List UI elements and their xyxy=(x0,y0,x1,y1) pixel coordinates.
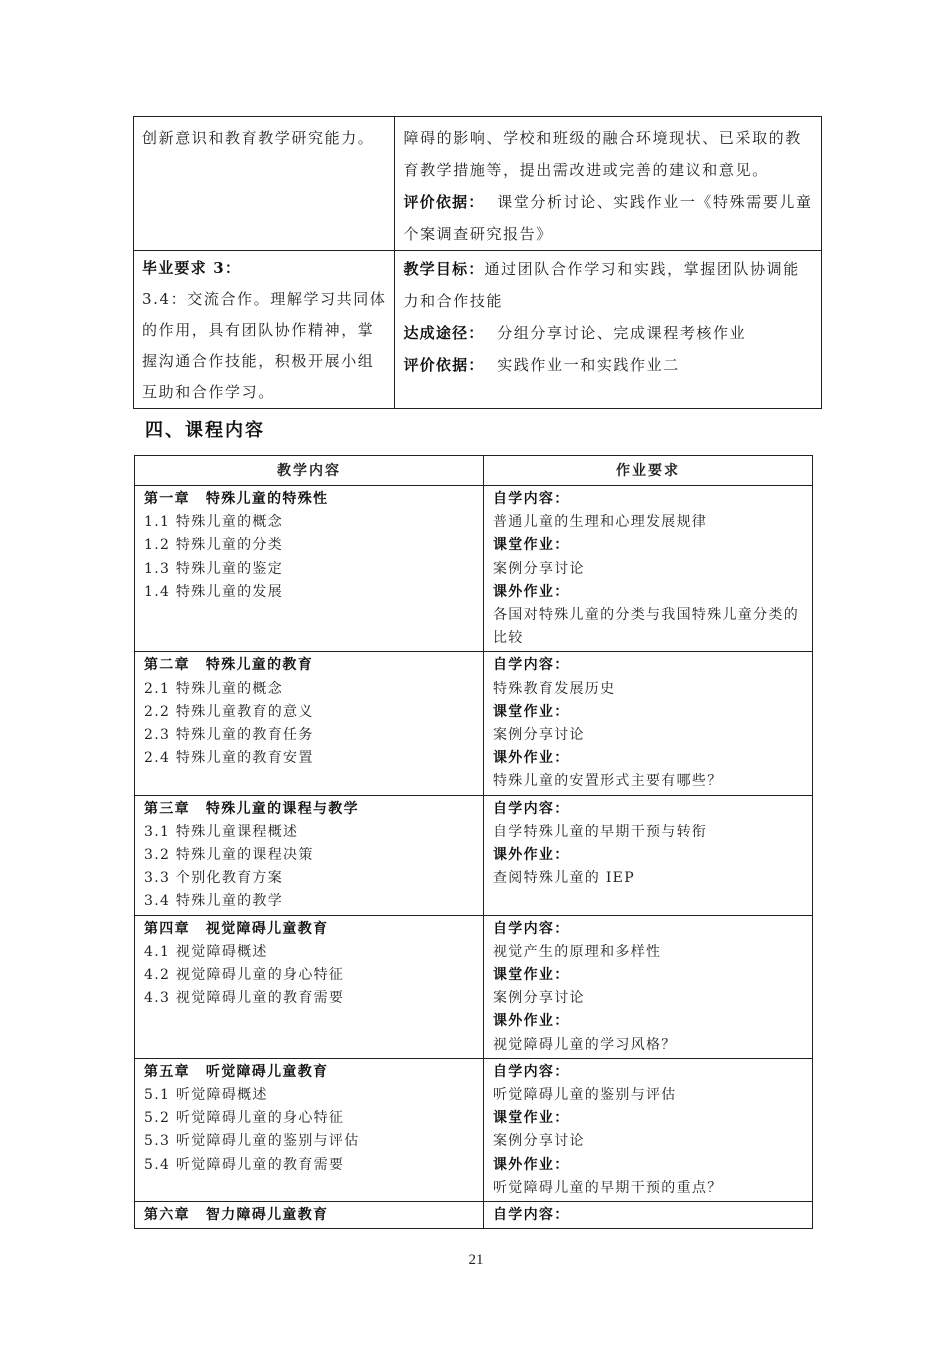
assignment-category: 课外作业： xyxy=(493,847,570,864)
chapter-row xyxy=(135,915,813,1058)
chapter-row xyxy=(135,1058,813,1201)
header-assignment-requirements: 作业要求 xyxy=(484,456,813,486)
chapter-heading xyxy=(144,1061,474,1084)
chapter-row xyxy=(135,652,813,795)
assignment-category: 课堂作业： xyxy=(493,1110,570,1127)
assignment-text: 听觉障碍儿童的早期干预的重点？ xyxy=(493,1179,723,1196)
chapter-title: 特殊儿童的课程与教学 xyxy=(205,800,359,817)
assignment-text: 案例分享讨论 xyxy=(493,560,585,577)
requirement-title xyxy=(142,253,386,284)
page-number: 21 xyxy=(468,1252,484,1268)
section-item: 2.3 特殊儿童的教育任务 xyxy=(144,727,314,744)
section-item: 2.2 特殊儿童教育的意义 xyxy=(144,703,314,720)
chapter-number: 第二章 xyxy=(144,657,190,674)
assignment-category: 自学内容： xyxy=(493,1063,570,1080)
goal-text-cont: 力和合作技能 xyxy=(403,292,504,310)
header-row xyxy=(135,456,813,486)
assignment-cell xyxy=(484,652,813,795)
assignment-cell xyxy=(484,1058,813,1201)
requirement-text-line: 握沟通合作技能，积极开展小组 xyxy=(142,352,375,370)
assignment-category: 自学内容： xyxy=(493,920,570,937)
assignment-category: 课堂作业： xyxy=(493,703,570,720)
chapter-heading xyxy=(144,918,474,941)
chapter-content-cell xyxy=(135,795,484,915)
assignment-text: 视觉障碍儿童的学习风格？ xyxy=(493,1036,677,1053)
section-item: 1.1 特殊儿童的概念 xyxy=(144,514,284,531)
path-text: 分组分享讨论、完成课程考核作业 xyxy=(497,324,747,342)
requirement-text-line: 3.4：交流合作。理解学习共同体 xyxy=(142,290,387,308)
chapter-content-cell xyxy=(135,652,484,795)
section-item: 3.3 个别化教育方案 xyxy=(144,870,284,887)
requirements-table xyxy=(133,116,822,409)
requirement-text-line: 的作用，具有团队协作精神，掌 xyxy=(142,321,375,339)
chapter-number: 第六章 xyxy=(144,1207,190,1224)
assignment-cell xyxy=(484,915,813,1058)
assignment-category: 自学内容： xyxy=(493,1207,570,1224)
assignment-text: 查阅特殊儿童的 IEP xyxy=(493,870,635,887)
requirement-text: 创新意识和教育教学研究能力。 xyxy=(142,129,375,147)
assignment-text: 各国对特殊儿童的分类与我国特殊儿童分类的比较 xyxy=(493,607,799,647)
section-item: 1.2 特殊儿童的分类 xyxy=(144,537,284,554)
chapter-title: 特殊儿童的特殊性 xyxy=(205,491,329,507)
path-label: 达成途径： xyxy=(403,324,485,342)
chapter-heading xyxy=(144,798,474,821)
section-item: 5.1 听觉障碍概述 xyxy=(144,1087,268,1104)
section-item: 4.3 视觉障碍儿童的教育需要 xyxy=(144,990,345,1007)
assignment-cell xyxy=(484,795,813,915)
section-item: 3.1 特殊儿童课程概述 xyxy=(144,823,299,840)
section-item: 1.4 特殊儿童的发展 xyxy=(144,583,284,600)
chapter-title: 听觉障碍儿童教育 xyxy=(205,1063,329,1080)
section-item: 4.2 视觉障碍儿童的身心特征 xyxy=(144,967,345,984)
assignment-text: 特殊儿童的安置形式主要有哪些？ xyxy=(493,773,723,790)
chapter-title: 视觉障碍儿童教育 xyxy=(205,920,329,937)
section-item: 3.4 特殊儿童的教学 xyxy=(144,893,284,910)
evaluation-label: 评价依据： xyxy=(403,193,485,211)
assignment-category: 课堂作业： xyxy=(493,967,570,984)
chapter-heading xyxy=(144,1204,474,1227)
assignment-text: 案例分享讨论 xyxy=(493,727,585,744)
requirements-row xyxy=(134,117,822,251)
goal-text: 通过团队合作学习和实践，掌握团队协调能 xyxy=(484,260,800,278)
assignment-text: 视觉产生的原理和多样性 xyxy=(493,943,662,960)
assignment-text: 自学特殊儿童的早期干预与转衔 xyxy=(493,823,708,840)
requirement-text-line: 互助和合作学习。 xyxy=(142,383,275,401)
section-item: 4.1 视觉障碍概述 xyxy=(144,943,268,960)
assignment-text: 普通儿童的生理和心理发展规律 xyxy=(493,514,708,531)
evaluation-text: 实践作业一和实践作业二 xyxy=(497,356,680,374)
chapter-number: 第一章 xyxy=(144,491,190,507)
assignment-category: 课外作业： xyxy=(493,750,570,767)
course-content-table xyxy=(134,455,813,1229)
objective-cell xyxy=(395,251,821,409)
requirement-title-text: 毕业要求 3： xyxy=(142,259,242,277)
chapter-number: 第四章 xyxy=(144,920,190,937)
section-item: 2.4 特殊儿童的教育安置 xyxy=(144,750,314,767)
requirement-cell xyxy=(134,117,395,251)
chapter-row xyxy=(135,486,813,652)
section-heading: 四、课程内容 xyxy=(145,420,265,441)
section-item: 2.1 特殊儿童的概念 xyxy=(144,680,284,697)
assignment-category: 自学内容： xyxy=(493,491,570,507)
goal-line xyxy=(403,253,812,285)
requirement-cell xyxy=(134,251,395,409)
chapter-content-cell xyxy=(135,486,484,652)
assignment-category: 课外作业： xyxy=(493,583,570,600)
section-item: 5.4 听觉障碍儿童的教育需要 xyxy=(144,1156,345,1173)
chapter-row xyxy=(135,795,813,915)
evaluation-text-cont: 个案调查研究报告》 xyxy=(403,225,553,243)
chapter-number: 第三章 xyxy=(144,800,190,817)
chapter-heading xyxy=(144,488,474,511)
chapter-content-cell xyxy=(135,915,484,1058)
chapter-title: 特殊儿童的教育 xyxy=(205,657,314,674)
objective-text-line: 障碍的影响、学校和班级的融合环境现状、已采取的教 xyxy=(403,129,802,147)
assignment-text: 特殊教育发展历史 xyxy=(493,680,616,697)
assignment-text: 案例分享讨论 xyxy=(493,1133,585,1150)
objective-cell xyxy=(395,117,821,251)
chapter-content-cell xyxy=(135,1202,484,1229)
assignment-cell xyxy=(484,486,813,652)
assignment-category: 课堂作业： xyxy=(493,537,570,554)
assignment-category: 课外作业： xyxy=(493,1156,570,1173)
chapter-title: 智力障碍儿童教育 xyxy=(205,1207,329,1224)
assignment-cell xyxy=(484,1202,813,1229)
objective-text-line: 育教学措施等，提出需改进或完善的建议和意见。 xyxy=(403,161,769,179)
assignment-text: 案例分享讨论 xyxy=(493,990,585,1007)
goal-label: 教学目标： xyxy=(403,260,485,278)
evaluation-line xyxy=(403,186,812,218)
chapter-number: 第五章 xyxy=(144,1063,190,1080)
evaluation-text: 课堂分析讨论、实践作业一《特殊需要儿童 xyxy=(497,193,813,211)
section-item: 5.3 听觉障碍儿童的鉴别与评估 xyxy=(144,1133,360,1150)
chapter-row xyxy=(135,1202,813,1229)
chapter-heading xyxy=(144,654,474,677)
assignment-category: 课外作业： xyxy=(493,1013,570,1030)
header-teaching-content: 教学内容 xyxy=(135,456,484,486)
section-item: 3.2 特殊儿童的课程决策 xyxy=(144,847,314,864)
requirements-row xyxy=(134,251,822,409)
assignment-text: 听觉障碍儿童的鉴别与评估 xyxy=(493,1087,677,1104)
assignment-category: 自学内容： xyxy=(493,800,570,817)
evaluation-line xyxy=(403,349,812,381)
path-line xyxy=(403,317,812,349)
section-item: 1.3 特殊儿童的鉴定 xyxy=(144,560,284,577)
assignment-category: 自学内容： xyxy=(493,657,570,674)
evaluation-label: 评价依据： xyxy=(403,356,485,374)
chapter-content-cell xyxy=(135,1058,484,1201)
section-item: 5.2 听觉障碍儿童的身心特征 xyxy=(144,1110,345,1127)
